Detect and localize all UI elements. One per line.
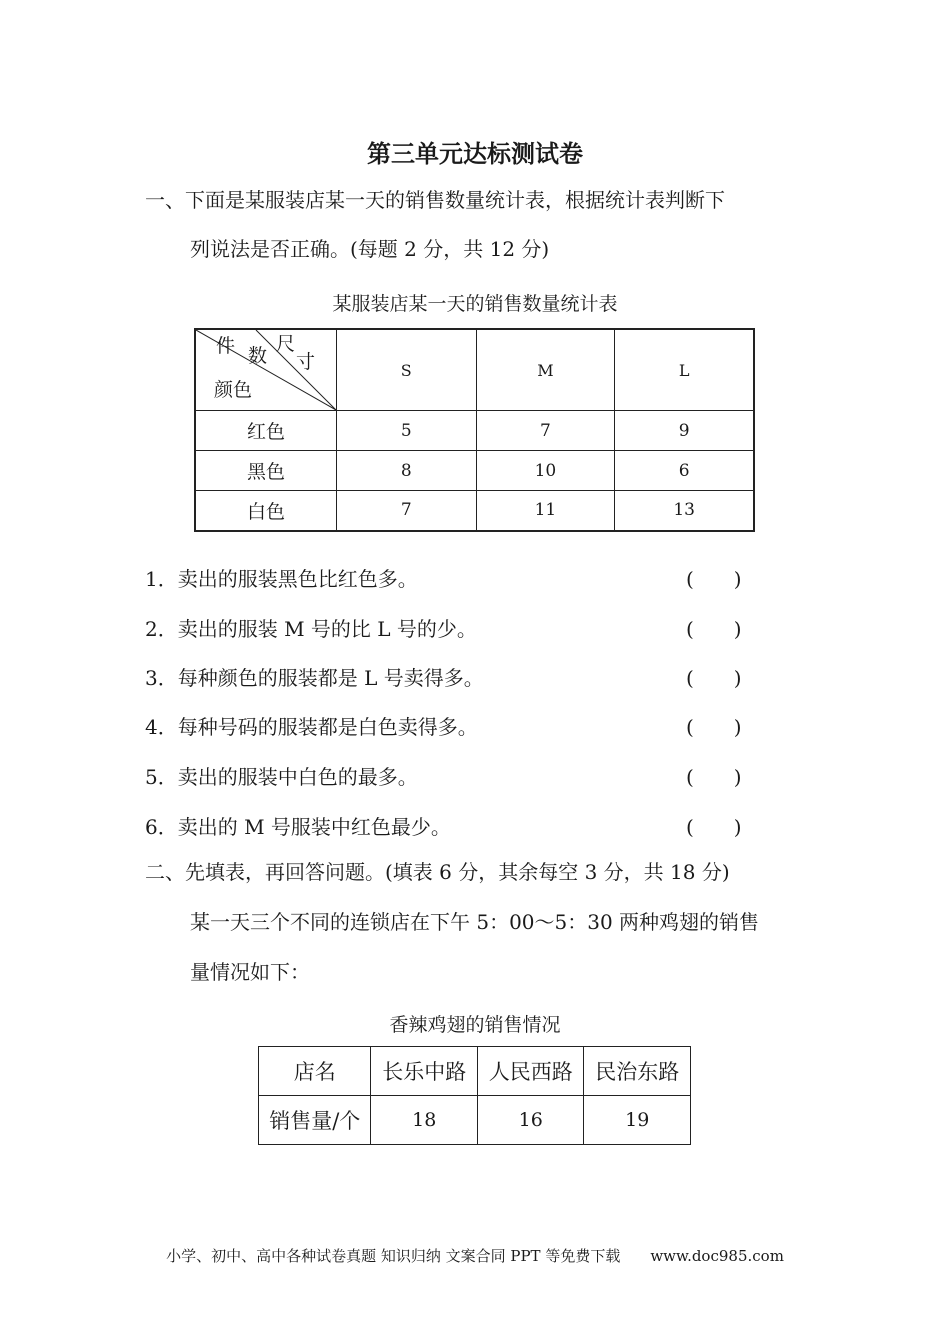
- answer-blank-6[interactable]: ( ): [686, 815, 742, 839]
- question-1: 1．卖出的服装黑色比红色多。: [145, 567, 418, 591]
- table-cell: 8: [337, 451, 477, 491]
- table1-caption: 某服装店某一天的销售数量统计表: [332, 293, 618, 315]
- table-row: [195, 491, 754, 531]
- table-cell: 13: [615, 491, 754, 531]
- table-cell: 16: [477, 1096, 584, 1145]
- table-cell: 18: [371, 1096, 478, 1145]
- column-header-l: L: [615, 329, 754, 411]
- corner-char-shu: 数: [248, 345, 268, 367]
- corner-label-color: 颜色: [214, 379, 253, 401]
- table2-caption: 香辣鸡翅的销售情况: [389, 1014, 561, 1036]
- row-label-sales: 销售量/个: [259, 1096, 371, 1145]
- table-cell: 7: [337, 491, 477, 531]
- question-2: 2．卖出的服装 M 号的比 L 号的少。: [145, 617, 477, 641]
- table-cell: 10: [476, 451, 615, 491]
- table1-corner-cell: [195, 329, 337, 411]
- answer-blank-1[interactable]: ( ): [686, 567, 742, 591]
- header-store-name: 店名: [259, 1047, 371, 1096]
- section2-desc-line1: 某一天三个不同的连锁店在下午 5：00～5：30 两种鸡翅的销售: [190, 910, 760, 934]
- header-store-3: 民治东路: [584, 1047, 691, 1096]
- question-5: 5．卖出的服装中白色的最多。: [145, 765, 418, 789]
- row-label-red: 红色: [195, 411, 337, 451]
- answer-blank-3[interactable]: ( ): [686, 666, 742, 690]
- question-4: 4．每种号码的服装都是白色卖得多。: [145, 715, 478, 739]
- row-label-white: 白色: [195, 491, 337, 531]
- column-header-m: M: [476, 329, 615, 411]
- table-row: [195, 451, 754, 491]
- row-label-black: 黑色: [195, 451, 337, 491]
- corner-char-jian: 件: [216, 335, 236, 357]
- table-cell: 7: [476, 411, 615, 451]
- answer-blank-4[interactable]: ( ): [686, 715, 742, 739]
- corner-char-cun: 寸: [296, 351, 316, 373]
- section2-heading: 二、先填表，再回答问题。(填表 6 分，其余每空 3 分，共 18 分): [145, 860, 730, 884]
- corner-char-chi: 尺: [276, 333, 296, 355]
- chicken-wing-sales-table: [258, 1046, 691, 1145]
- answer-blank-2[interactable]: ( ): [686, 617, 742, 641]
- table-cell: 9: [615, 411, 754, 451]
- table-cell: 19: [584, 1096, 691, 1145]
- table-cell: 11: [476, 491, 615, 531]
- page-title: 第三单元达标测试卷: [367, 140, 583, 168]
- section1-intro-line2: 列说法是否正确。(每题 2 分，共 12 分): [190, 237, 550, 261]
- sales-table: [194, 328, 755, 532]
- column-header-s: S: [337, 329, 477, 411]
- question-6: 6．卖出的 M 号服装中红色最少。: [145, 815, 451, 839]
- header-store-2: 人民西路: [477, 1047, 584, 1096]
- table-cell: 6: [615, 451, 754, 491]
- section2-desc-line2: 量情况如下：: [190, 960, 310, 984]
- section1-intro-line1: 一、下面是某服装店某一天的销售数量统计表，根据统计表判断下: [145, 188, 725, 212]
- question-3: 3．每种颜色的服装都是 L 号卖得多。: [145, 666, 484, 690]
- header-store-1: 长乐中路: [371, 1047, 478, 1096]
- answer-blank-5[interactable]: ( ): [686, 765, 742, 789]
- table-row: [259, 1096, 691, 1145]
- footer: 小学、初中、高中各种试卷真题 知识归纳 文案合同 PPT 等免费下载 www.doc985.com: [166, 1247, 784, 1265]
- table-row: [195, 411, 754, 451]
- table-cell: 5: [337, 411, 477, 451]
